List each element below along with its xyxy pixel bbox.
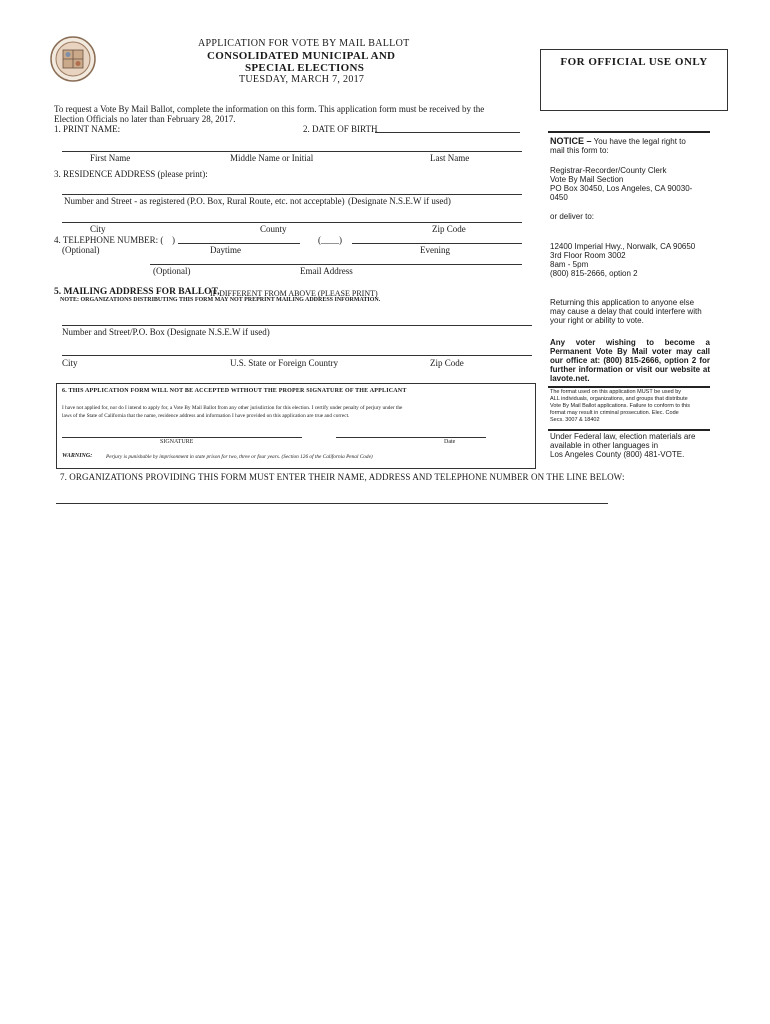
notice-line-2: mail this form to: xyxy=(550,146,609,155)
format-notice-block xyxy=(550,389,710,424)
election-subtitle: SPECIAL ELECTIONS xyxy=(245,62,365,74)
official-use-box xyxy=(540,49,728,111)
daytime-label: Daytime xyxy=(210,245,241,255)
intro-line-1: To request a Vote By Mail Ballot, complete the information on this form. This application form must be received by the xyxy=(54,104,485,114)
evening-label: Evening xyxy=(420,245,450,255)
format-line-4: format may result in criminal prosecution. Elec. Code xyxy=(550,410,679,416)
county-seal-logo xyxy=(50,36,96,82)
return-line-2: may cause a delay that could interfere with xyxy=(550,307,702,316)
warning-label: WARNING: xyxy=(62,453,93,459)
first-name-label: First Name xyxy=(90,153,131,163)
federal-notice-block xyxy=(550,432,710,459)
federal-line-1: Under Federal law, election materials are xyxy=(550,432,696,441)
telephone-label: 4. TELEPHONE NUMBER: ( xyxy=(54,235,164,245)
oath-line-1: I have not applied for, nor do I intend to apply for, a Vote By Mail Ballot from any other jurisdiction for this election. I certify under penalty of perjury under the xyxy=(62,405,403,411)
number-street-label-2: Number and Street/P.O. Box (Designate N.S.E.W if used) xyxy=(62,327,270,337)
optional-label-1: (Optional) xyxy=(62,245,100,255)
number-street-label: Number and Street - as registered (P.O. Box, Rural Route, etc. not acceptable) xyxy=(64,196,345,206)
deliver-phone: (800) 815-2666, option 2 xyxy=(550,269,638,278)
mailing-note: IF DIFFERENT FROM ABOVE (PLEASE PRINT) xyxy=(210,289,378,298)
format-line-1: The format used on this application MUST be used by xyxy=(550,389,682,395)
mailing-address-label: 5. MAILING ADDRESS FOR BALLOT, xyxy=(54,287,220,297)
deliver-address-2: 3rd Floor Room 3002 xyxy=(550,251,626,260)
return-line-1: Returning this application to anyone else xyxy=(550,298,695,307)
official-use-label: FOR OFFICIAL USE ONLY xyxy=(560,56,708,68)
optional-label-2: (Optional) xyxy=(153,266,191,276)
evening-phone-field[interactable] xyxy=(352,243,522,244)
organization-note: NOTE: ORGANIZATIONS DISTRIBUTING THIS FORM MAY NOT PREPRINT MAILING ADDRESS INFORMATION. xyxy=(60,297,381,303)
notice-block xyxy=(550,137,710,155)
warning-text: Perjury is punishable by imprisonment in state prison for two, three or four years. (Section 126 of the California Penal Code) xyxy=(106,454,373,460)
mail-address-3: PO Box 30450, Los Angeles, CA 90030-0450 xyxy=(550,184,693,202)
residence-street-field[interactable] xyxy=(62,194,522,195)
mailing-street-field[interactable] xyxy=(62,325,532,326)
notice-title-rest: You have the legal right to xyxy=(593,137,686,146)
election-date: TUESDAY, MARCH 7, 2017 xyxy=(239,74,365,85)
deliver-address-1: 12400 Imperial Hwy., Norwalk, CA 90650 xyxy=(550,242,696,251)
federal-line-2: available in other languages in xyxy=(550,441,659,450)
email-field[interactable] xyxy=(150,264,522,265)
oath-line-2: laws of the State of California that the name, residence address and information I have provided on this application are true and correct. xyxy=(62,413,350,419)
signature-field[interactable] xyxy=(62,437,302,438)
print-name-label: 1. PRINT NAME: xyxy=(54,124,121,134)
format-line-5: Secs. 3007 & 18402 xyxy=(550,417,600,423)
email-label: Email Address xyxy=(300,266,353,276)
date-field[interactable] xyxy=(336,437,486,438)
return-warning-block xyxy=(550,298,710,325)
city-label: City xyxy=(90,224,106,234)
signature-requirement: 6. THIS APPLICATION FORM WILL NOT BE ACCEPTED WITHOUT THE PROPER SIGNATURE OF THE APPLICANT xyxy=(62,388,407,394)
notice-divider-top xyxy=(548,131,710,133)
format-line-3: Vote By Mail Ballot applications. Failure to conform to this xyxy=(550,403,691,409)
city-label-2: City xyxy=(62,358,78,368)
perm-line-3: our office at: (800) 815-2666, option 2 for xyxy=(550,356,710,365)
perm-line-4: further information or visit our website at xyxy=(550,365,710,374)
residence-label: 3. RESIDENCE ADDRESS (please print): xyxy=(54,169,208,179)
deliver-hours: 8am - 5pm xyxy=(550,260,589,269)
dob-field[interactable] xyxy=(375,132,520,133)
perm-line-2: Permanent Vote By Mail voter may call xyxy=(550,347,710,356)
notice-divider-mid xyxy=(548,386,710,388)
notice-divider-bottom xyxy=(548,429,710,431)
form-title: APPLICATION FOR VOTE BY MAIL BALLOT xyxy=(198,38,410,49)
organization-instruction: 7. ORGANIZATIONS PROVIDING THIS FORM MUST ENTER THEIR NAME, ADDRESS AND TELEPHONE NUMBER ON THE LINE BELOW: xyxy=(60,472,625,482)
notice-title: NOTICE – xyxy=(550,136,592,146)
format-line-2: ALL individuals, organizations, and groups that distribute xyxy=(550,396,688,402)
organization-field[interactable] xyxy=(56,503,608,504)
mail-address-2: Vote By Mail Section xyxy=(550,175,624,184)
deliver-label: or deliver to: xyxy=(550,212,595,221)
zip-label-2: Zip Code xyxy=(430,358,464,368)
mail-address-1: Registrar-Recorder/County Clerk xyxy=(550,166,667,175)
return-line-3: your right or ability to vote. xyxy=(550,316,644,325)
evening-area-code[interactable]: (____) xyxy=(318,235,342,245)
date-label: Date xyxy=(444,439,456,445)
zip-label: Zip Code xyxy=(432,224,466,234)
state-country-label: U.S. State or Foreign Country xyxy=(230,358,338,368)
election-title: CONSOLIDATED MUNICIPAL AND xyxy=(207,50,396,62)
dob-label: 2. DATE OF BIRTH xyxy=(303,124,378,134)
perm-line-1: Any voter wishing to become a xyxy=(550,338,710,347)
tel-paren: ) xyxy=(172,235,175,245)
permanent-voter-block xyxy=(550,338,710,383)
middle-name-label: Middle Name or Initial xyxy=(230,153,314,163)
county-label: County xyxy=(260,224,287,234)
signature-label: SIGNATURE xyxy=(160,439,194,445)
perm-line-5: lavote.net. xyxy=(550,374,590,383)
mail-address-block xyxy=(550,166,710,202)
residence-city-field[interactable] xyxy=(62,222,522,223)
deliver-address-block xyxy=(550,242,710,278)
daytime-phone-field[interactable] xyxy=(178,243,300,244)
designate-label: (Designate N.S.E.W if used) xyxy=(348,196,451,206)
name-field[interactable] xyxy=(62,151,522,152)
federal-line-3: Los Angeles County (800) 481-VOTE. xyxy=(550,450,685,459)
last-name-label: Last Name xyxy=(430,153,470,163)
intro-line-2: Election Officials no later than February 28, 2017. xyxy=(54,114,236,124)
mailing-city-field[interactable] xyxy=(62,355,532,356)
